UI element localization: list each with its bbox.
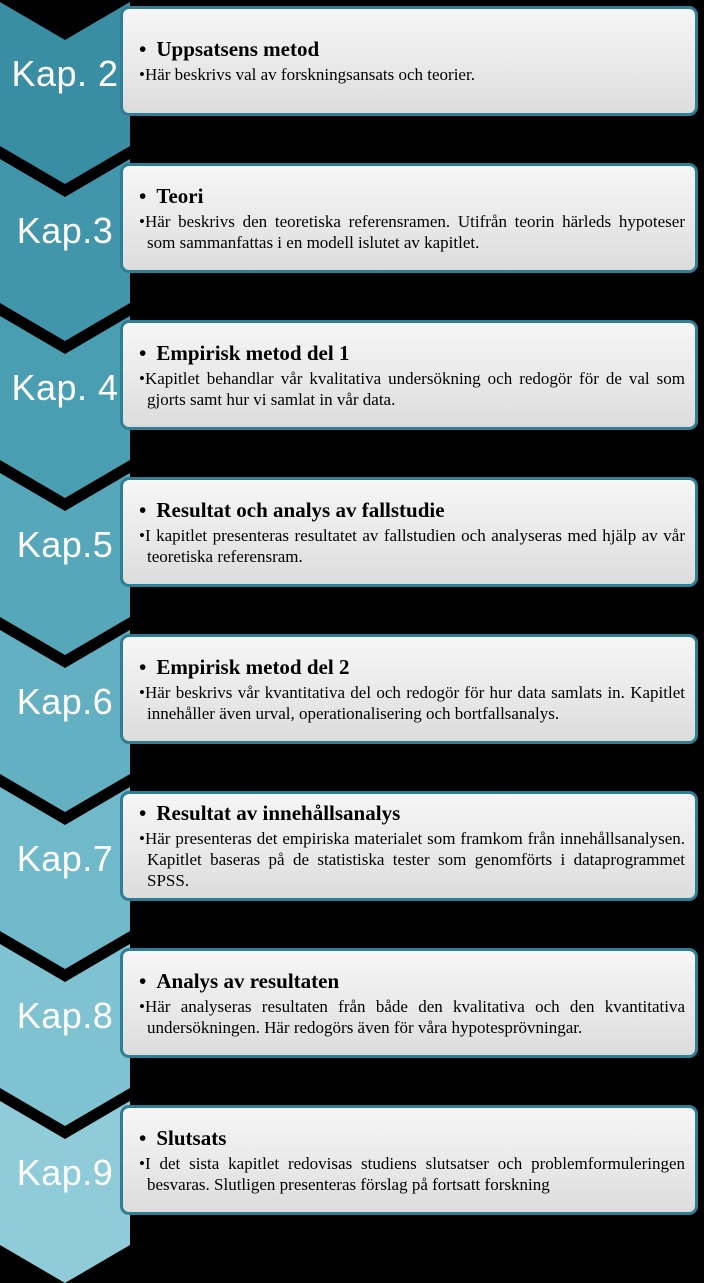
- chapter-description: •Kapitlet behandlar vår kvalitativa undersökning och redogör för de val som gjorts samt hur vi samlat in vår data.: [139, 368, 685, 409]
- chapter-label: Kap.3: [16, 210, 114, 251]
- chapter-title: [139, 655, 685, 679]
- chapter-title: [139, 969, 685, 993]
- bullet-dot: •: [139, 654, 147, 679]
- bullet-dot: •: [139, 801, 147, 825]
- chapter-card: [120, 6, 698, 116]
- chapter-description-text: Här beskrivs den teoretiska referensramen. Utifrån teorin härleds hypoteser som sammanfattas i en modell islutet av kapitlet.: [144, 211, 685, 252]
- chapter-card: [120, 320, 698, 430]
- chapter-description-text: Här beskrivs vår kvantitativa del och redogör för hur data samlats in. Kapitlet innehåller även urval, operationalisering och bortfallsanalys.: [144, 682, 685, 723]
- chapter-card: [120, 791, 698, 901]
- chapter-label: Kap.7: [16, 838, 114, 879]
- chapter-title-text: Empirisk metod del 1: [156, 340, 350, 365]
- chapter-card: [120, 477, 698, 587]
- chapter-label: Kap.9: [16, 1152, 114, 1193]
- chapter-title-text: Analys av resultaten: [156, 968, 340, 993]
- chapter-label: Kap.8: [16, 995, 114, 1036]
- chapter-title-text: Teori: [156, 183, 204, 208]
- chapter-description: •Här beskrivs vår kvantitativa del och redogör för hur data samlats in. Kapitlet innehåller även urval, operationalisering och bortfallsanalys.: [139, 682, 685, 723]
- chapter-label: Kap. 4: [11, 367, 119, 408]
- chapter-card: [120, 1105, 698, 1215]
- bullet-dot: •: [139, 183, 147, 208]
- chapter-label: Kap. 2: [11, 53, 119, 94]
- chapter-description-text: Kapitlet behandlar vår kvalitativa undersökning och redogör för de val som gjorts samt hur vi samlat in vår data.: [144, 368, 685, 409]
- bullet-dot: •: [139, 968, 147, 993]
- chapter-description: •Här presenteras det empiriska materialet som framkom från innehållsanalysen. Kapitlet baseras på de statistiska tester som genomförts i dataprogrammet SPSS.: [139, 829, 685, 890]
- bullet-dot: •: [139, 37, 147, 61]
- chapter-description: •Här analyseras resultaten från både den kvalitativa och den kvantitativa undersökningen. Här redogörs även för våra hypotesprövningar.: [139, 996, 685, 1037]
- chapter-card: [120, 163, 698, 273]
- chapter-description: •I det sista kapitlet redovisas studiens slutsatser och problemformuleringen besvaras. Slutligen presenteras förslag på fortsatt forskning: [139, 1153, 685, 1194]
- chapter-title: [139, 801, 685, 825]
- chapter-title-text: Resultat och analys av fallstudie: [156, 497, 445, 522]
- chapter-title-text: Resultat av innehållsanalys: [156, 801, 401, 825]
- chapter-title: [139, 37, 685, 61]
- chapter-description: •Här beskrivs den teoretiska referensramen. Utifrån teorin härleds hypoteser som sammanfattas i en modell islutet av kapitlet.: [139, 211, 685, 252]
- chapter-title-text: Uppsatsens metod: [156, 37, 320, 61]
- bullet-dot: •: [139, 340, 147, 365]
- chapter-label: Kap.5: [16, 524, 114, 565]
- chapter-description-text: I kapitlet presenteras resultatet av fallstudien och analyseras med hjälp av vår teoretiska referensram.: [144, 525, 685, 566]
- chapter-card: [120, 634, 698, 744]
- chapter-step-2: [0, 2, 704, 158]
- bullet-dot: •: [139, 497, 147, 522]
- chapter-card: [120, 948, 698, 1058]
- chapter-description: •I kapitlet presenteras resultatet av fallstudien och analyseras med hjälp av vår teoretiska referensram.: [139, 525, 685, 566]
- chapter-title: [139, 1126, 685, 1150]
- chapter-description-text: Här analyseras resultaten från både den kvalitativa och den kvantitativa undersökningen. Här redogörs även för våra hypotesprövningar.: [144, 996, 685, 1037]
- chapter-label: Kap.6: [16, 681, 114, 722]
- chapter-description-text: I det sista kapitlet redovisas studiens slutsatser och problemformuleringen besvaras. Slutligen presenteras förslag på fortsatt forskning: [144, 1153, 685, 1194]
- chapter-title: [139, 341, 685, 365]
- chapter-title: [139, 184, 685, 208]
- chapter-title-text: Slutsats: [156, 1125, 227, 1150]
- chapter-description-text: Här presenteras det empiriska materialet som framkom från innehållsanalysen. Kapitlet baseras på de statistiska tester som genomförts i dataprogrammet SPSS.: [144, 829, 685, 890]
- chapter-title: [139, 498, 685, 522]
- chapter-description: •Här beskrivs val av forskningsansats och teorier.: [139, 65, 475, 84]
- chapter-title-text: Empirisk metod del 2: [156, 654, 350, 679]
- bullet-dot: •: [139, 1125, 147, 1150]
- chapter-description-text: Här beskrivs val av forskningsansats och teorier.: [144, 65, 475, 84]
